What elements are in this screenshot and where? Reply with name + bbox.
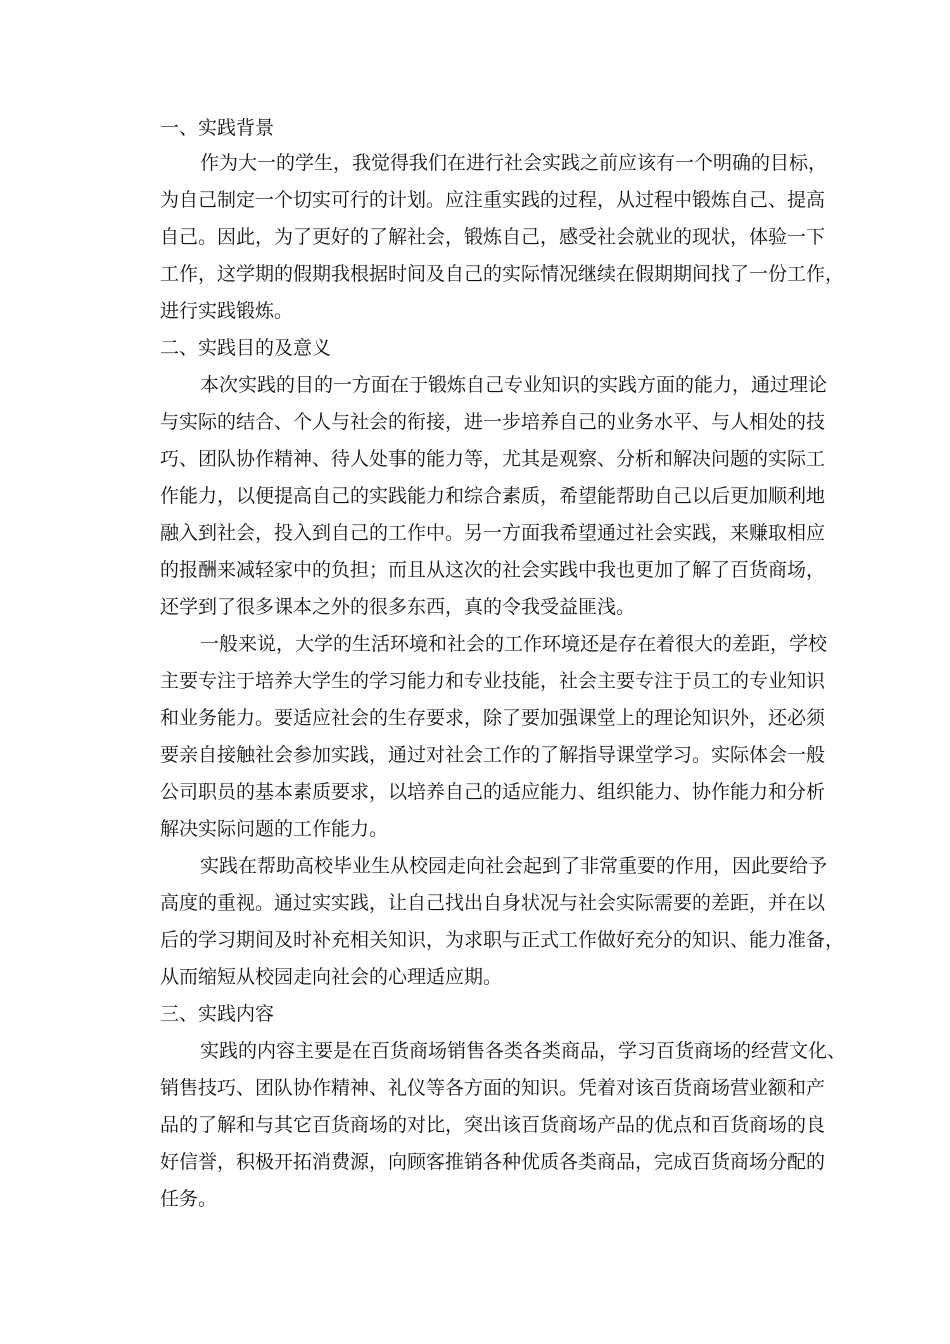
section-heading-1: 一、实践背景 xyxy=(160,117,275,139)
paragraph-line: 作为大一的学生，我觉得我们在进行社会实践之前应该有一个明确的目标， xyxy=(200,152,828,174)
section-heading-2: 二、实践目的及意义 xyxy=(160,337,332,359)
paragraph-line: 主要专注于培养大学生的学习能力和专业技能，社会主要专注于员工的专业知识 xyxy=(160,670,826,692)
paragraph-line: 好信誉，积极开拓消费源，向顾客推销各种优质各类商品，完成百货商场分配的 xyxy=(160,1151,826,1173)
paragraph-line: 作能力，以便提高自己的实践能力和综合素质，希望能帮助自己以后更加顺利地 xyxy=(160,485,826,507)
paragraph-line: 销售技巧、团队协作精神、礼仪等各方面的知识。凭着对该百货商场营业额和产 xyxy=(160,1077,826,1099)
paragraph-line: 与实际的结合、个人与社会的衔接，进一步培养自己的业务水平、与人相处的技 xyxy=(160,411,826,433)
paragraph-line: 为自己制定一个切实可行的计划。应注重实践的过程，从过程中锻炼自己、提高 xyxy=(160,189,826,211)
section-heading-3: 三、实践内容 xyxy=(160,1003,275,1025)
paragraph-line: 实践在帮助高校毕业生从校园走向社会起到了非常重要的作用，因此要给予 xyxy=(200,855,828,877)
paragraph-line: 从而缩短从校园走向社会的心理适应期。 xyxy=(160,966,503,988)
paragraph-line: 解决实际问题的工作能力。 xyxy=(160,818,389,840)
paragraph-line: 融入到社会，投入到自己的工作中。另一方面我希望通过社会实践，来赚取相应 xyxy=(160,522,826,544)
paragraph-line: 自己。因此，为了更好的了解社会，锻炼自己，感受社会就业的现状，体验一下 xyxy=(160,226,826,248)
paragraph-line: 进行实践锻炼。 xyxy=(160,300,294,322)
paragraph-line: 品的了解和与其它百货商场的对比，突出该百货商场产品的优点和百货商场的良 xyxy=(160,1114,826,1136)
paragraph-line: 本次实践的目的一方面在于锻炼自己专业知识的实践方面的能力，通过理论 xyxy=(200,374,828,396)
paragraph-line: 任务。 xyxy=(160,1188,218,1210)
paragraph-line: 一般来说，大学的生活环境和社会的工作环境还是存在着很大的差距，学校 xyxy=(200,633,828,655)
paragraph-line: 巧、团队协作精神、待人处事的能力等，尤其是观察、分析和解决问题的实际工 xyxy=(160,448,826,470)
paragraph-line: 后的学习期间及时补充相关知识，为求职与正式工作做好充分的知识、能力准备， xyxy=(160,929,845,951)
paragraph-line: 工作，这学期的假期我根据时间及自己的实际情况继续在假期期间找了一份工作， xyxy=(160,263,845,285)
paragraph-line: 公司职员的基本素质要求，以培养自己的适应能力、组织能力、协作能力和分析 xyxy=(160,781,826,803)
paragraph-line: 高度的重视。通过实实践，让自己找出自身状况与社会实际需要的差距，并在以 xyxy=(160,892,826,914)
paragraph-line: 还学到了很多课本之外的很多东西，真的令我受益匪浅。 xyxy=(160,596,636,618)
paragraph-line: 和业务能力。要适应社会的生存要求，除了要加强课堂上的理论知识外，还必须 xyxy=(160,707,826,729)
paragraph-line: 的报酬来减轻家中的负担；而且从这次的社会实践中我也更加了解了百货商场， xyxy=(160,559,826,581)
paragraph-line: 实践的内容主要是在百货商场销售各类各类商品，学习百货商场的经营文化、 xyxy=(200,1040,847,1062)
paragraph-line: 要亲自接触社会参加实践，通过对社会工作的了解指导课堂学习。实际体会一般 xyxy=(160,744,826,766)
